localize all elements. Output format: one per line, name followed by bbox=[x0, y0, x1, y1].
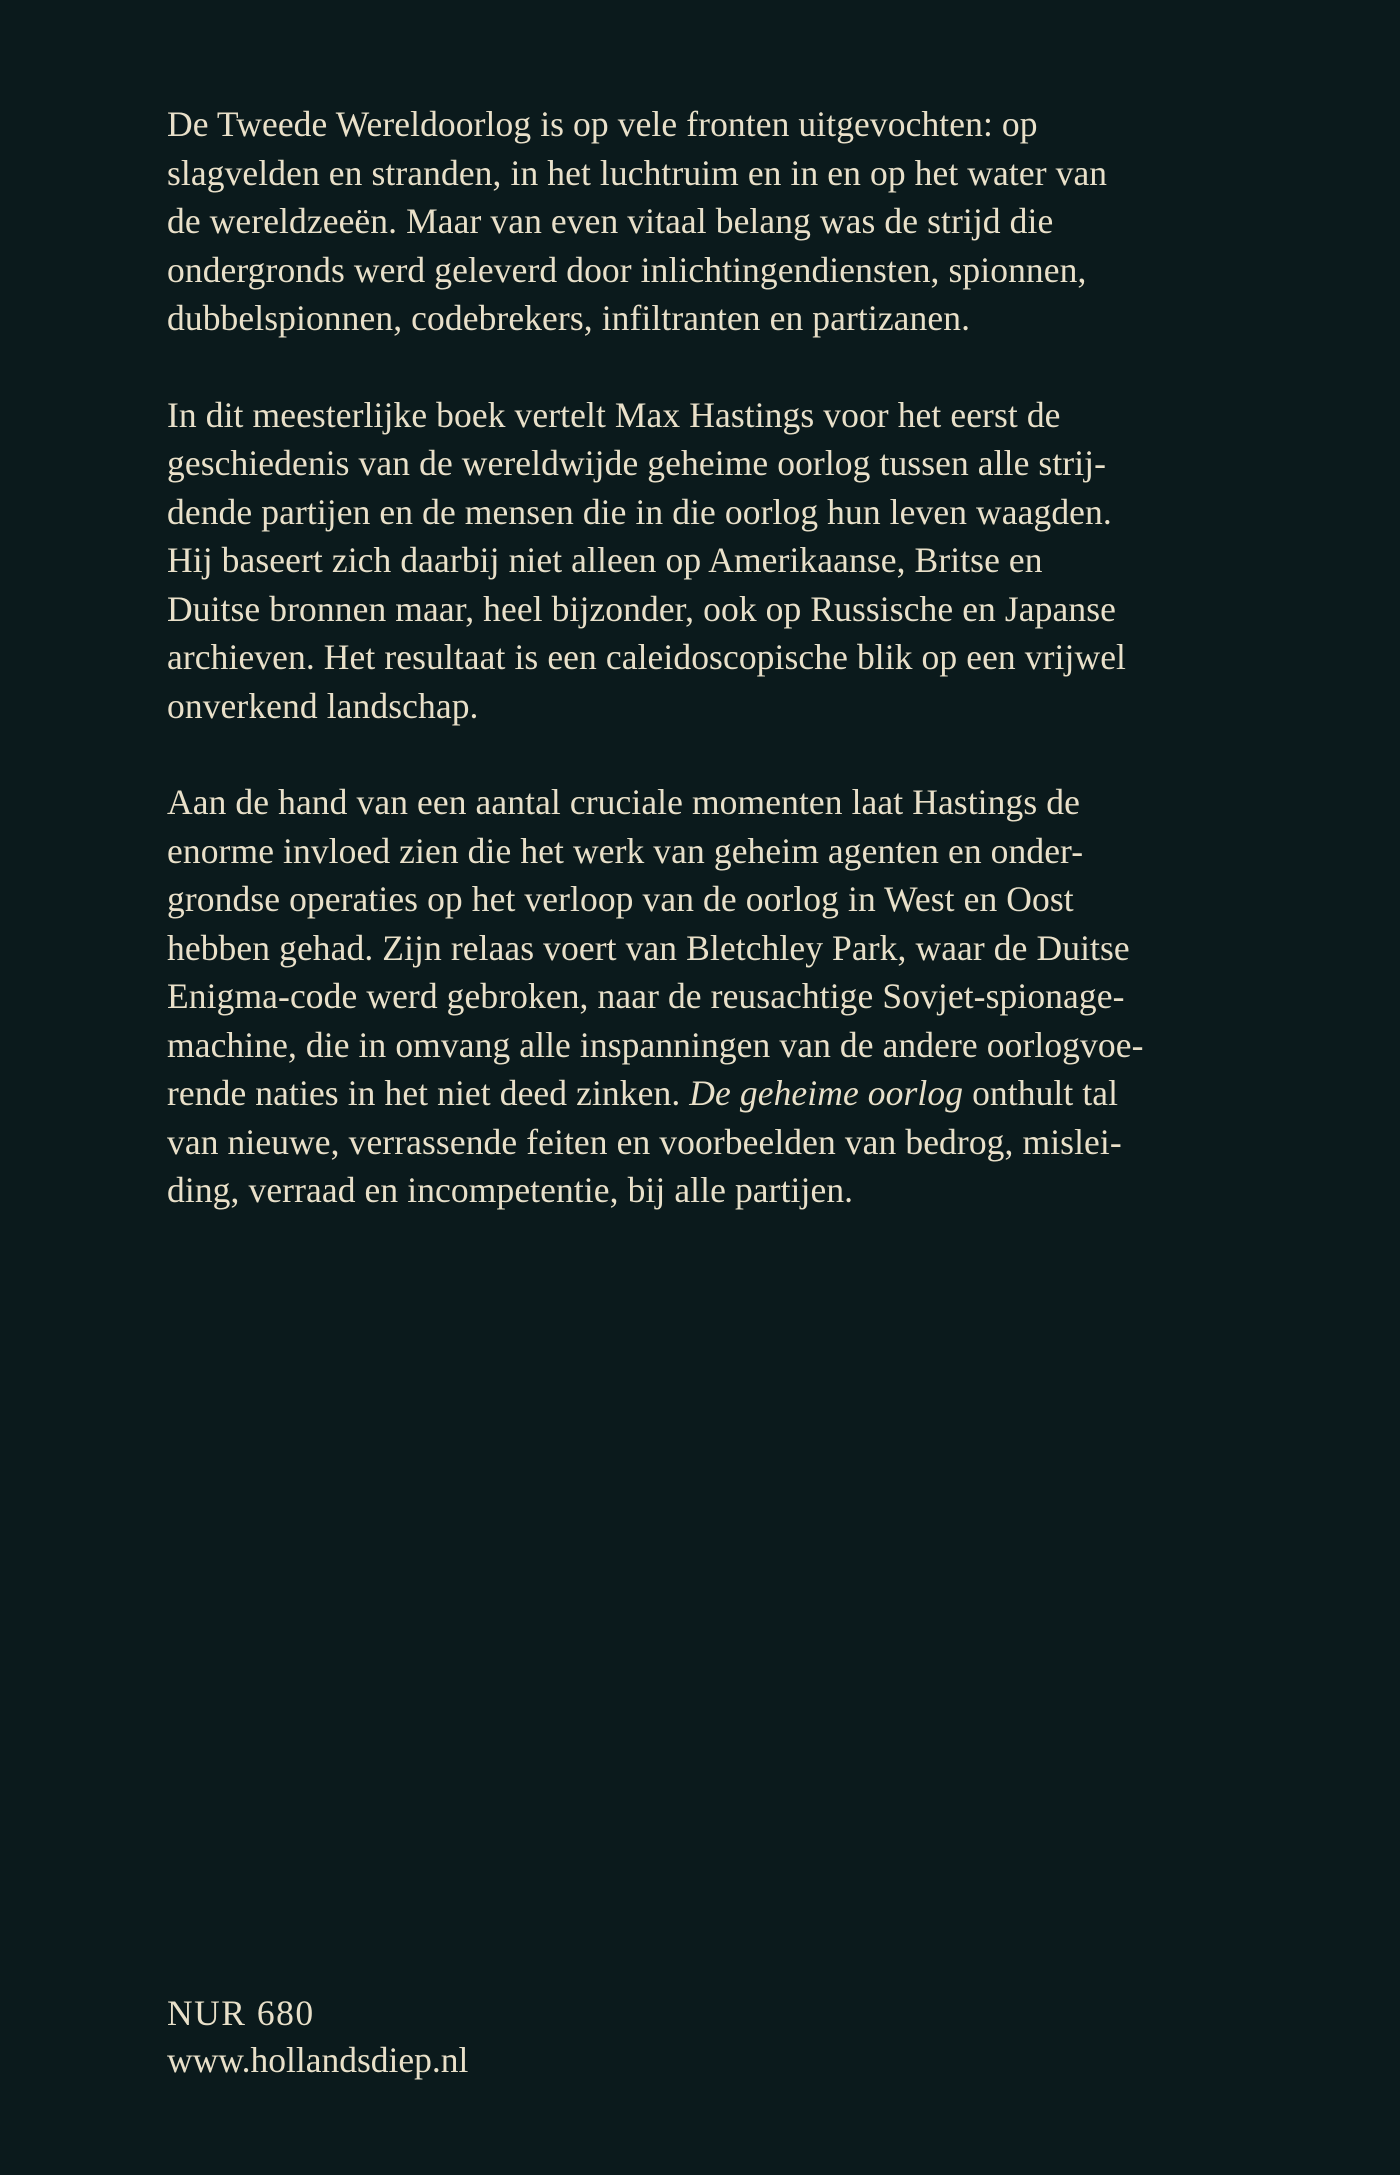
blurb-paragraph-1 bbox=[167, 100, 1257, 343]
text-line: De Tweede Wereldoorlog is op vele fronten uitgevochten: op bbox=[167, 104, 1038, 144]
text-line bbox=[167, 1069, 1257, 1118]
publisher-website: www.hollandsdiep.nl bbox=[167, 2040, 469, 2080]
text-line: hebben gehad. Zijn relaas voert van Bletchley Park, waar de Duitse bbox=[167, 927, 1130, 968]
text-line: Duitse bronnen maar, heel bijzonder, ook op Russische en Japanse bbox=[167, 588, 1116, 629]
text-line: slagvelden en stranden, in het luchtruim en in en op het water van bbox=[167, 152, 1108, 193]
text-line: Aan de hand van een aantal cruciale momenten laat Hastings de bbox=[167, 782, 1080, 822]
text-line: van nieuwe, verrassende feiten en voorbeelden van bedrog, mislei- bbox=[167, 1121, 1122, 1162]
text-line: dubbelspionnen, codebrekers, infiltranten en partizanen. bbox=[167, 298, 971, 338]
text-line: Enigma-code werd gebroken, naar de reusachtige Sovjet-spionage- bbox=[167, 976, 1125, 1016]
blurb-paragraph-2 bbox=[167, 391, 1257, 731]
blurb-paragraph-3 bbox=[167, 778, 1257, 1215]
text-line: machine, die in omvang alle inspanningen van de andere oorlogvoe- bbox=[167, 1024, 1144, 1065]
text-line: de wereldzeeën. Maar van even vitaal belang was de strijd die bbox=[167, 201, 1054, 241]
text-line: ondergronds werd geleverd door inlichtingendiensten, spionnen, bbox=[167, 249, 1087, 290]
text-line: geschiedenis van de wereldwijde geheime oorlog tussen alle strij- bbox=[167, 443, 1107, 483]
back-cover-blurb bbox=[167, 100, 1257, 1263]
text-line: In dit meesterlijke boek vertelt Max Hastings voor het eerst de bbox=[167, 394, 1061, 435]
text-line: enorme invloed zien die het werk van geheim agenten en onder- bbox=[167, 830, 1084, 871]
book-title-italic: De geheime oorlog bbox=[689, 1073, 964, 1113]
text-line: archieven. Het resultaat is een caleidoscopische blik op een vrijwel bbox=[167, 637, 1127, 677]
text-line: onverkend landschap. bbox=[167, 685, 479, 726]
text-line: grondse operaties op het verloop van de oorlog in West en Oost bbox=[167, 879, 1074, 919]
text-line: dende partijen en de mensen die in die oorlog hun leven waagden. bbox=[167, 491, 1112, 532]
nur-code: NUR 680 bbox=[167, 1993, 315, 2033]
text-line: ding, verraad en incompetentie, bij alle partijen. bbox=[167, 1170, 854, 1210]
text-line: Hij baseert zich daarbij niet alleen op Amerikaanse, Britse en bbox=[167, 540, 1043, 580]
text-segment: rende naties in het niet deed zinken. bbox=[167, 1073, 690, 1113]
cover-footer bbox=[167, 1990, 468, 2084]
text-segment: onthult tal bbox=[963, 1073, 1119, 1113]
